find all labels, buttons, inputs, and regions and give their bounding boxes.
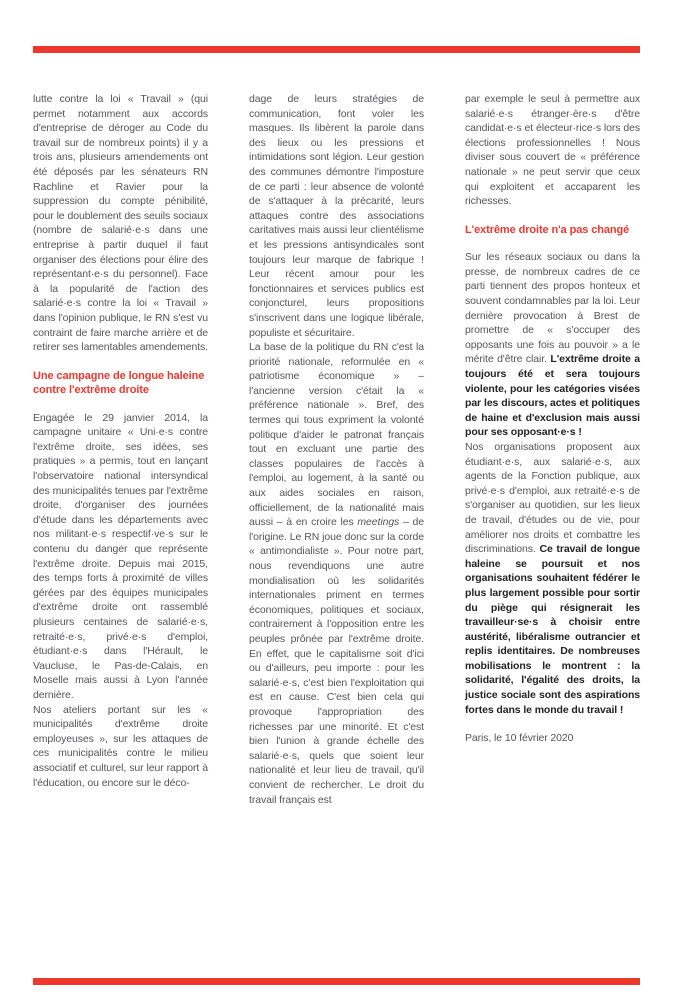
column-2: [249, 92, 424, 807]
italic-term: meetings: [357, 516, 400, 529]
column-1: [33, 92, 208, 807]
paragraph-text: Sur les réseaux sociaux ou dans la presse, de nombreux cadres de ce parti tiennent des propos honteux et souvent condamnables par la loi. Leur dernière provocation à Brest de promettre de « s'occuper des opposants une fois au pouvoir » a le mérite d'être clair.: [465, 251, 640, 366]
paragraph: dage de leurs stratégies de communication, font voler les masques. Ils libèrent la parole dans des lieux ou les pressions et intimidations sont légion. Leur gestion des communes démontre l'imposture de ce parti : leur absence de volonté de s'attaquer à la précarité, leurs attaques contre des associations caritatives mais aussi leur clientélisme et les pressions antisyndicales sont toujours leur marque de fabrique ! Leur récent amour pour les fonctionnaires et services publics est conjoncturel, leurs propositions s'inscrivent dans une logique libérale, populiste et sécuritaire.: [249, 93, 424, 339]
paragraph-text: – de l'origine. Le RN joue donc sur la corde « antimondialiste ». Pour notre part, nous revendiquons une autre mondialisation où les solidarités internationales priment en termes économiques, politiques et sociaux, contrairement à l'opposition entre les peuples prônée par l'extrême droite. En effet, que le capitalisme soit d'ici ou d'ailleurs, peu importe : pour les salarié·e·s, c'est bien l'exploitation qui est en cause. C'est bien cela qui provoque l'appropriation des richesses par une minorité. Et c'est bien l'union à grande échelle des salarié·e·s, quels que soient leur nationalité et leur lieu de travail, qu'il convient de rechercher. Le droit du travail français est: [249, 516, 424, 806]
paragraph: Nos ateliers portant sur les « municipalités d'extrême droite employeuses », sur les attaques de ces municipalités contre le milieu associatif et culturel, sur leur rapport à l'éducation, ou encore sur le déco-: [33, 703, 208, 789]
section-heading: L'extrême droite n'a pas changé: [465, 223, 630, 236]
paragraph: lutte contre la loi « Travail » (qui permet notamment aux accords d'entreprise de déroger au Code du travail sur de nombreux points) il y a trois ans, plusieurs amendements ont été déposés par les sénateurs RN Rachline et Ravier pour la suppression du compte pénibilité, pour le doublement des seuils sociaux (nombre de salarié·e·s dans une entreprise à partir duquel il faut organiser des élections pour élire des représentant·e·s du personnel). Face à la popularité de l'action des salarié·e·s contre la loi « Travail » dans l'opinion publique, le RN s'est vu contraint de faire marche arrière et de retirer ses lamentables amendements.: [33, 93, 208, 354]
paragraph: [465, 440, 640, 717]
top-rule: [33, 46, 640, 53]
paragraph: Engagée le 29 janvier 2014, la campagne unitaire « Uni·e·s contre l'extrême droite, ses idées, ses pratiques » a permis, tout en lançant l'observatoire national intersyndical des municipalités tenues par l'extrême droite, d'organiser des journées d'étude dans les départements avec nos militant·e·s respectif·ve·s sur le contenu du danger que représente l'extrême droite. Depuis mai 2015, des temps forts à proximité de villes gérées par des équipes municipales d'extrême droite ont rassemblé plusieurs centaines de salarié·e·s, retraité·e·s, privé·e·s d'emploi, étudiant·e·s dans l'Hérault, le Vaucluse, le Pas-de-Calais, en Moselle mais aussi à Lyon l'année dernière.: [33, 411, 208, 701]
bold-emphasis: L'extrême droite a toujours été et sera toujours violente, pour les catégories visées par les discours, actes et politiques de haine et d'exclusion mais aussi pour ses opposant·e·s !: [465, 353, 640, 439]
paragraph-text: La base de la politique du RN c'est la priorité nationale, reformulée en « patriotisme économique » – l'ancienne version c'était la « préférence nationale ». Bref, des termes qui tous expriment la volonté politique d'aider le patronat français tout en excluant une partie des classes populaires de l'accès à l'emploi, au logement, à la santé ou aux aides sociales en raison, officiellement, de la nationalité mais aussi – à en croire les: [249, 341, 424, 529]
article-body: [33, 92, 640, 807]
section-heading: Une campagne de longue haleine contre l'extrême droite: [33, 369, 205, 397]
column-3: [465, 92, 640, 807]
bold-emphasis: Ce travail de longue haleine se poursuit et nos organisations souhaitent fédérer le plus largement possible pour sortir du piège qui résignerait les travailleur·se·s à choisir entre austérité, libéralisme outrancier et replis identitaires. De nombreuses mobilisations le montrent : la solidarité, l'égalité des droits, la justice sociale sont des aspirations fortes dans le monde du travail !: [465, 543, 640, 716]
paragraph: par exemple le seul à permettre aux salarié·e·s étranger·ère·s d'être candidat·e·s et électeur·rice·s lors des élections professionnelles ! Nous diviser sous couvert de « préférence nationale » ne peut servir que ceux qui exploitent et accaparent les richesses.: [465, 93, 640, 208]
paragraph: [465, 250, 640, 440]
paragraph-text: Nos organisations proposent aux étudiant·e·s, aux salarié·e·s, aux agents de la Fonction publique, aux privé·e·s d'emploi, aux retraité·e·s de s'organiser au quotidien, sur les lieux de travail, d'études ou de vie, pour améliorer nos droits et combattre les discriminations.: [465, 440, 640, 556]
dateline: Paris, le 10 février 2020: [465, 732, 574, 745]
paragraph: [249, 340, 424, 807]
bottom-rule: [33, 978, 640, 985]
